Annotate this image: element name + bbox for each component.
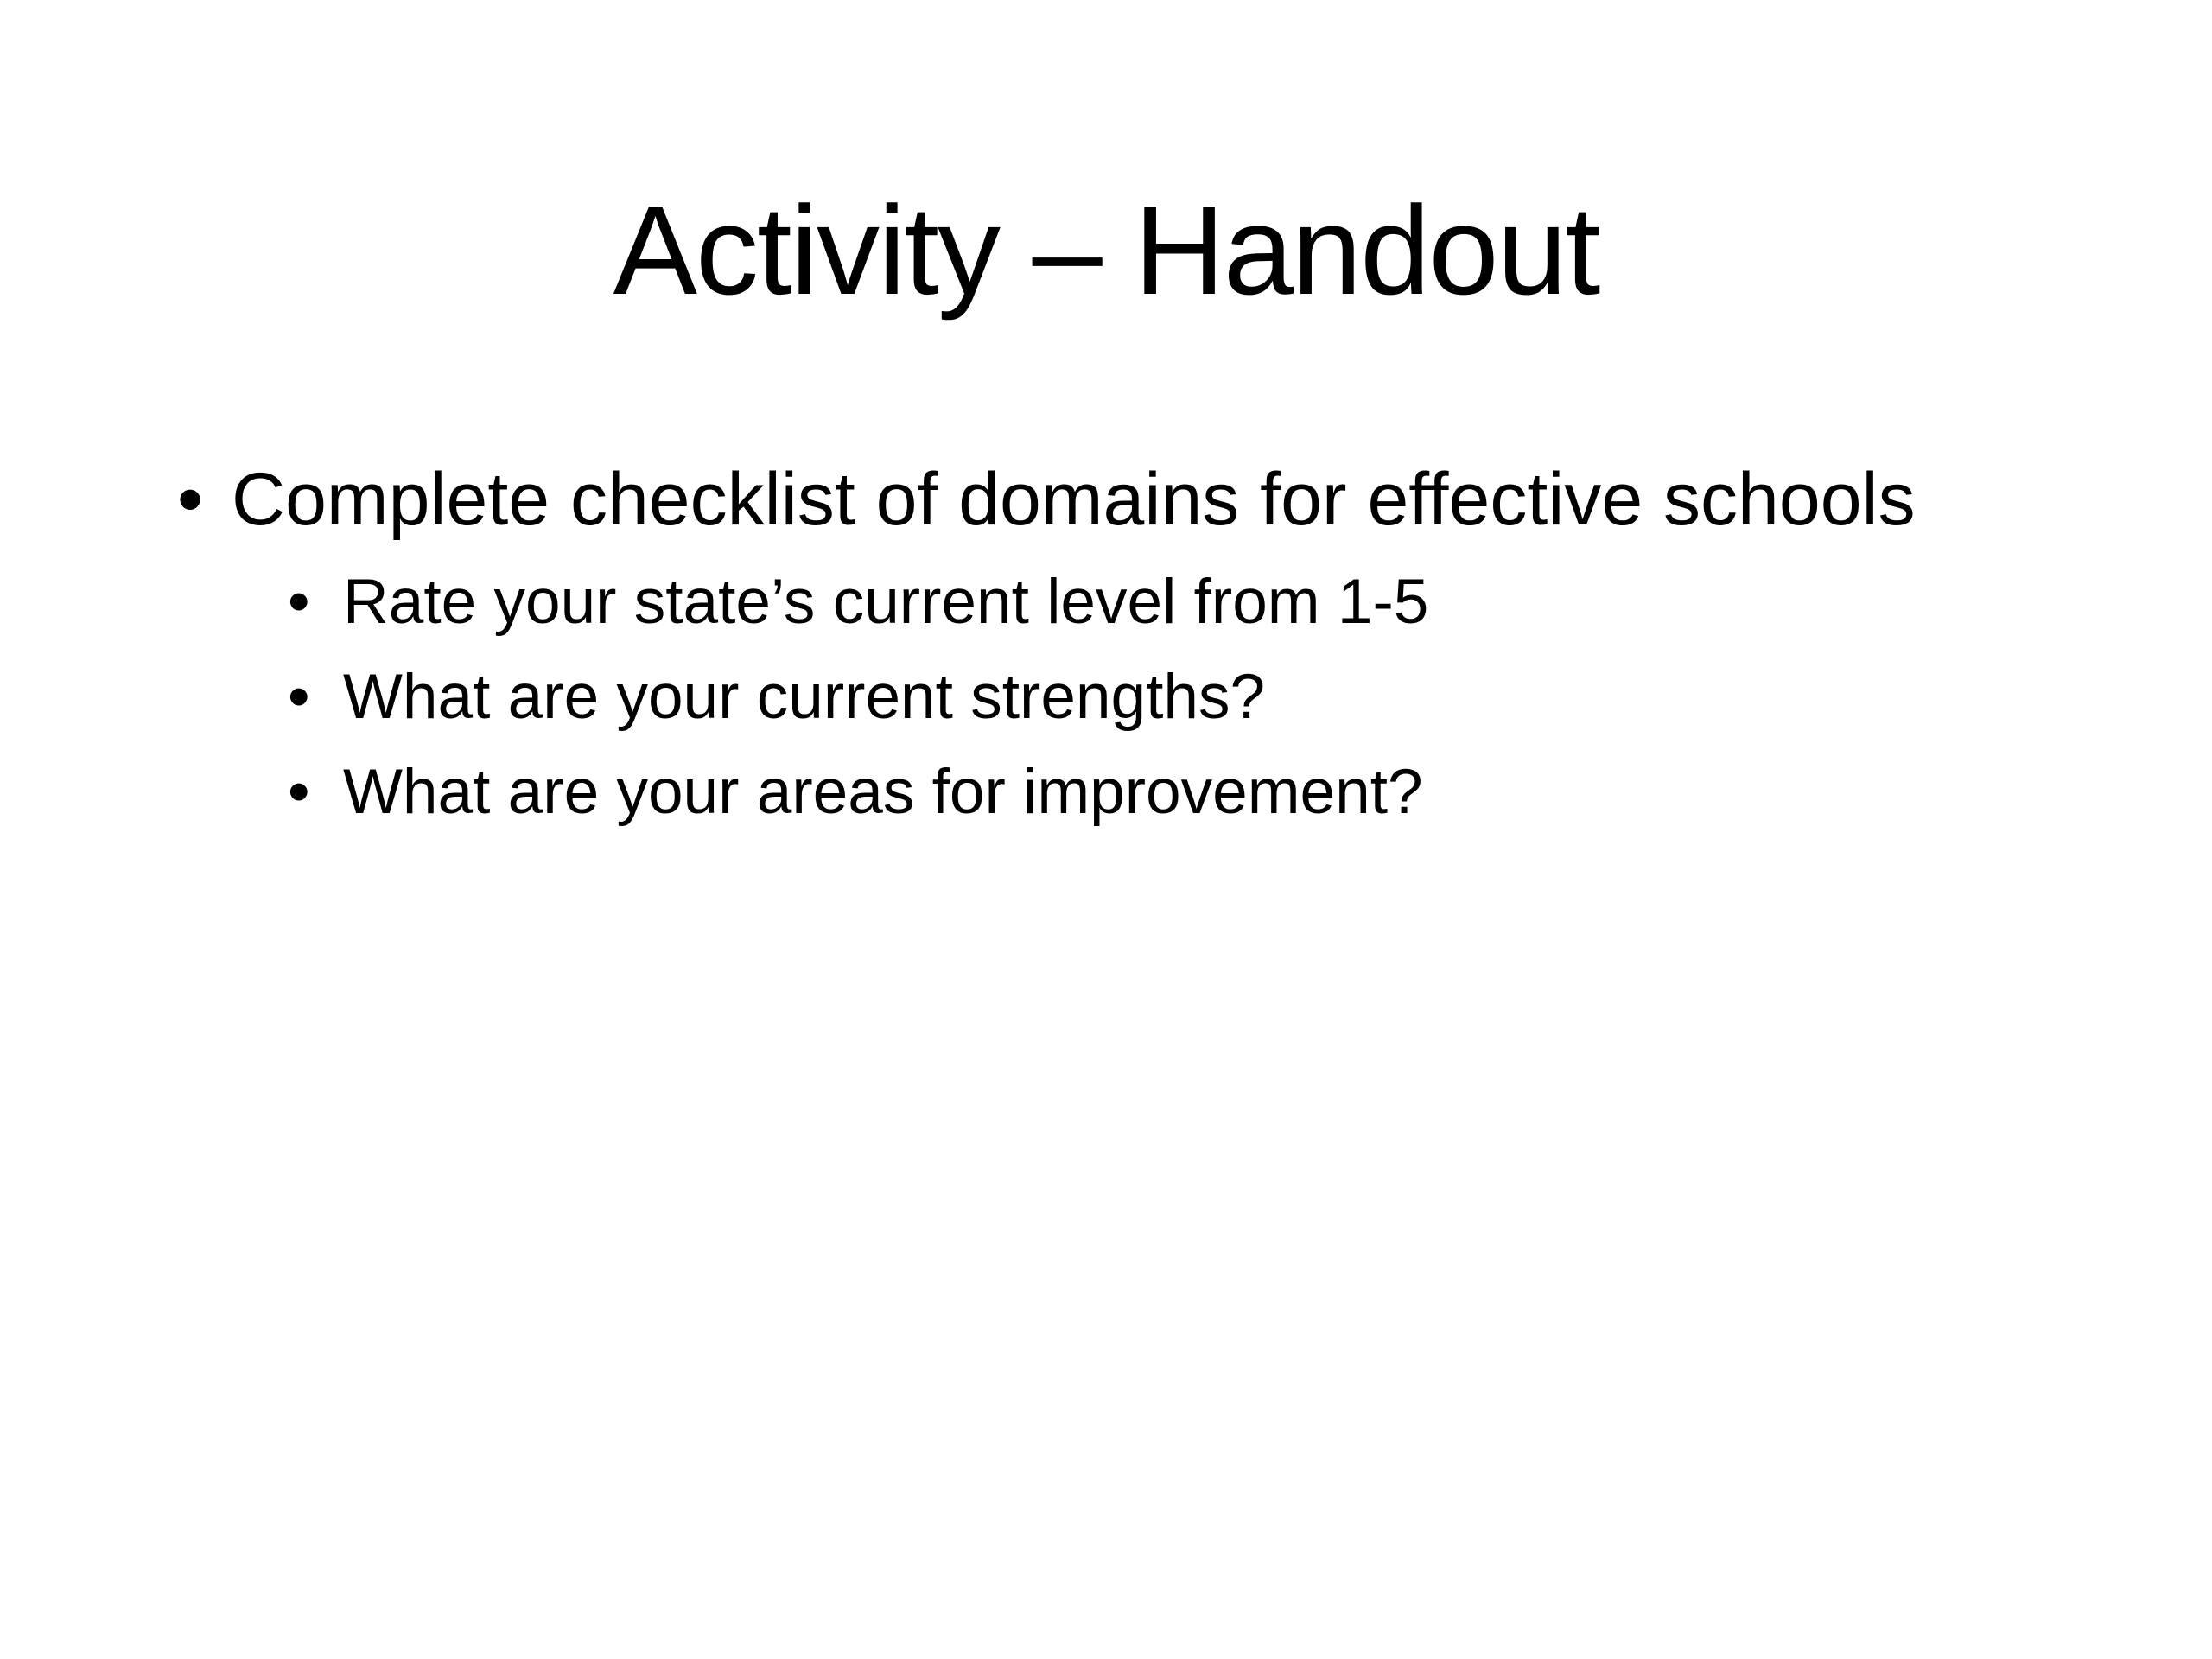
bullet-item-main-text: Complete checklist of domains for effective schools (232, 458, 1916, 541)
bullet-dot-icon: • (177, 458, 204, 541)
sub-bullet-item-improvement-text: What are your areas for improvement? (343, 757, 1423, 827)
sub-bullet-dot-icon: • (288, 662, 310, 732)
sub-bullet-dot-icon: • (288, 567, 310, 637)
bullet-item-main (177, 448, 2078, 551)
sub-bullet-item-rate (177, 555, 2078, 650)
sub-bullet-item-improvement (177, 745, 2078, 840)
slide-title: Activity – Handout (613, 180, 1599, 321)
sub-bullet-list (177, 555, 2078, 840)
sub-bullet-item-rate-text: Rate your state’s current level from 1-5 (343, 567, 1429, 637)
slide-body (177, 448, 2078, 840)
sub-bullet-item-strengths-text: What are your current strengths? (343, 662, 1266, 732)
sub-bullet-item-strengths (177, 650, 2078, 745)
sub-bullet-dot-icon: • (288, 757, 310, 827)
